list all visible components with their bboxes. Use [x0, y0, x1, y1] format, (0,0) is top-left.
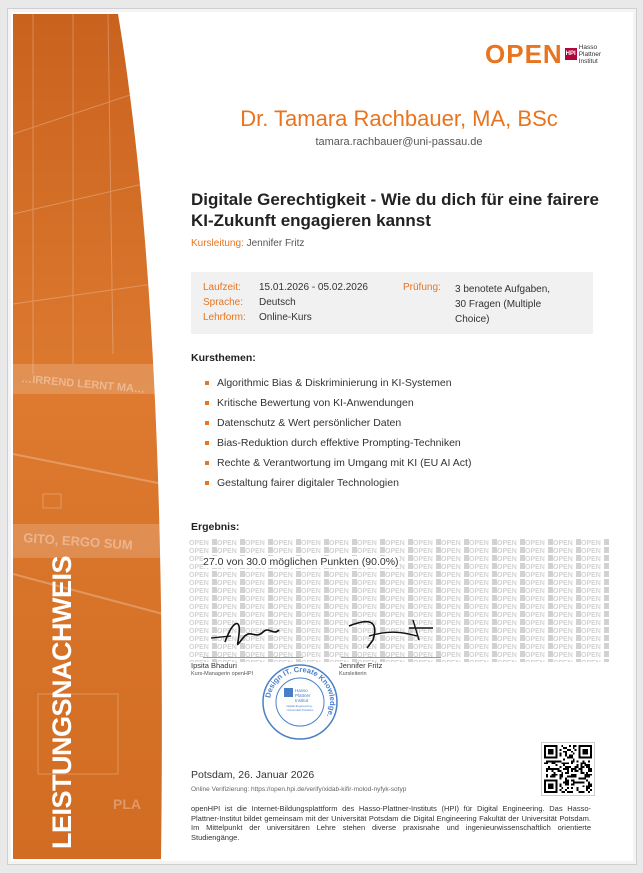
recipient-email: tamara.rachbauer@uni-passau.de	[315, 136, 483, 148]
signatory-left-name: Ipsita Bhaduri	[191, 661, 237, 670]
photo-text-2: GITO, ERGO SUM	[22, 530, 134, 553]
recipient-name: Dr. Tamara Rachbauer, MA, BSc	[240, 106, 558, 131]
verification-link[interactable]: Online Verifizierung: https://open.hpi.de/verify/xidab-kifir-molod-nyfyk-sotyp	[191, 786, 407, 793]
course-lead-value: Jennifer Fritz	[246, 238, 305, 249]
signatory-right-role: Kursleiterin	[339, 671, 367, 677]
topics-heading: Kursthemen:	[191, 352, 256, 364]
signature-right	[339, 610, 439, 650]
list-item: Gestaltung fairer digitaler Technologien	[191, 476, 471, 496]
course-title: Digitale Gerechtigkeit - Wie du dich für eine fairere KI-Zukunft engagieren kannst	[191, 190, 599, 230]
course-lead	[191, 238, 304, 249]
certificate	[13, 14, 629, 859]
stamp-small-text: Digital Engineering · Universität Potsdam	[286, 705, 314, 712]
pruefung-label: Prüfung:	[403, 282, 441, 293]
course-lead-label: Kursleitung:	[191, 238, 244, 249]
photo-text-1: …IRREND LERNT MA…	[20, 373, 146, 396]
stamp-ring-text: Design IT. Create Knowledge.	[263, 664, 338, 719]
result-text: 27.0 von 30.0 möglichen Punkten (90.0%)	[203, 556, 399, 568]
verification-qr-code[interactable]	[541, 742, 595, 796]
laufzeit-label: Laufzeit:	[203, 282, 241, 293]
stamp-line3: Institut	[295, 698, 309, 703]
sprache-value: Deutsch	[259, 297, 296, 308]
topics-list	[191, 376, 471, 496]
list-item: Algorithmic Bias & Diskriminierung in KI-Systemen	[191, 376, 471, 396]
result-heading: Ergebnis:	[191, 521, 240, 533]
stamp-line1: Hasso	[295, 688, 308, 693]
vertical-title: LEISTUNGSNACHWEIS	[47, 555, 77, 849]
lehrform-value: Online-Kurs	[259, 312, 312, 323]
list-item: Rechte & Verantwortung im Umgang mit KI (EU AI Act)	[191, 456, 471, 476]
signature-left	[203, 612, 283, 652]
list-item: Bias-Reduktion durch effektive Prompting-Techniken	[191, 436, 471, 456]
signature-line-left	[203, 657, 303, 658]
pruefung-value: 3 benotete Aufgaben, 30 Fragen (Multiple Choice)	[455, 284, 551, 325]
lehrform-label: Lehrform:	[203, 312, 246, 323]
logo-institute: Hasso Plattner Institut	[578, 43, 602, 65]
about-text: openHPI ist die Internet-Bildungsplattform des Hasso-Plattner-Instituts (HPI) für Digital Engineering. Das Hasso-Plattner-Institut bildet gemeinsam mit der Universität Potsdam die Digital Engineering Fakultät der Universität Potsdam. Im Mittelpunkt der universitären Lehre stehen diverse praxisnahe und ingenieurwissenschaftlich orientierte Studiengänge.	[191, 804, 591, 842]
signature-line-right	[341, 657, 441, 658]
sprache-label: Sprache:	[203, 297, 244, 308]
signatory-left-role: Kurs-Managerin openHPI	[191, 671, 254, 677]
course-info-box	[191, 272, 593, 334]
hpi-stamp	[260, 662, 340, 742]
sidebar-photo	[13, 14, 168, 859]
logo-brand: OPEN	[485, 38, 563, 69]
list-item: Datenschutz & Wert persönlicher Daten	[191, 416, 471, 436]
place-date: Potsdam, 26. Januar 2026	[191, 769, 315, 781]
sidebar	[13, 14, 168, 859]
signatory-right-name: Jennifer Fritz	[339, 661, 383, 670]
stamp-line2: Plattner	[295, 693, 311, 698]
list-item: Kritische Bewertung von KI-Anwendungen	[191, 396, 471, 416]
laufzeit-value: 15.01.2026 - 05.02.2026	[259, 282, 368, 293]
logo-hpi-badge: HPI	[565, 48, 577, 60]
photo-text-3: PLA	[113, 796, 141, 812]
qr-code-graphic	[544, 745, 592, 793]
openhpi-logo	[485, 39, 601, 69]
